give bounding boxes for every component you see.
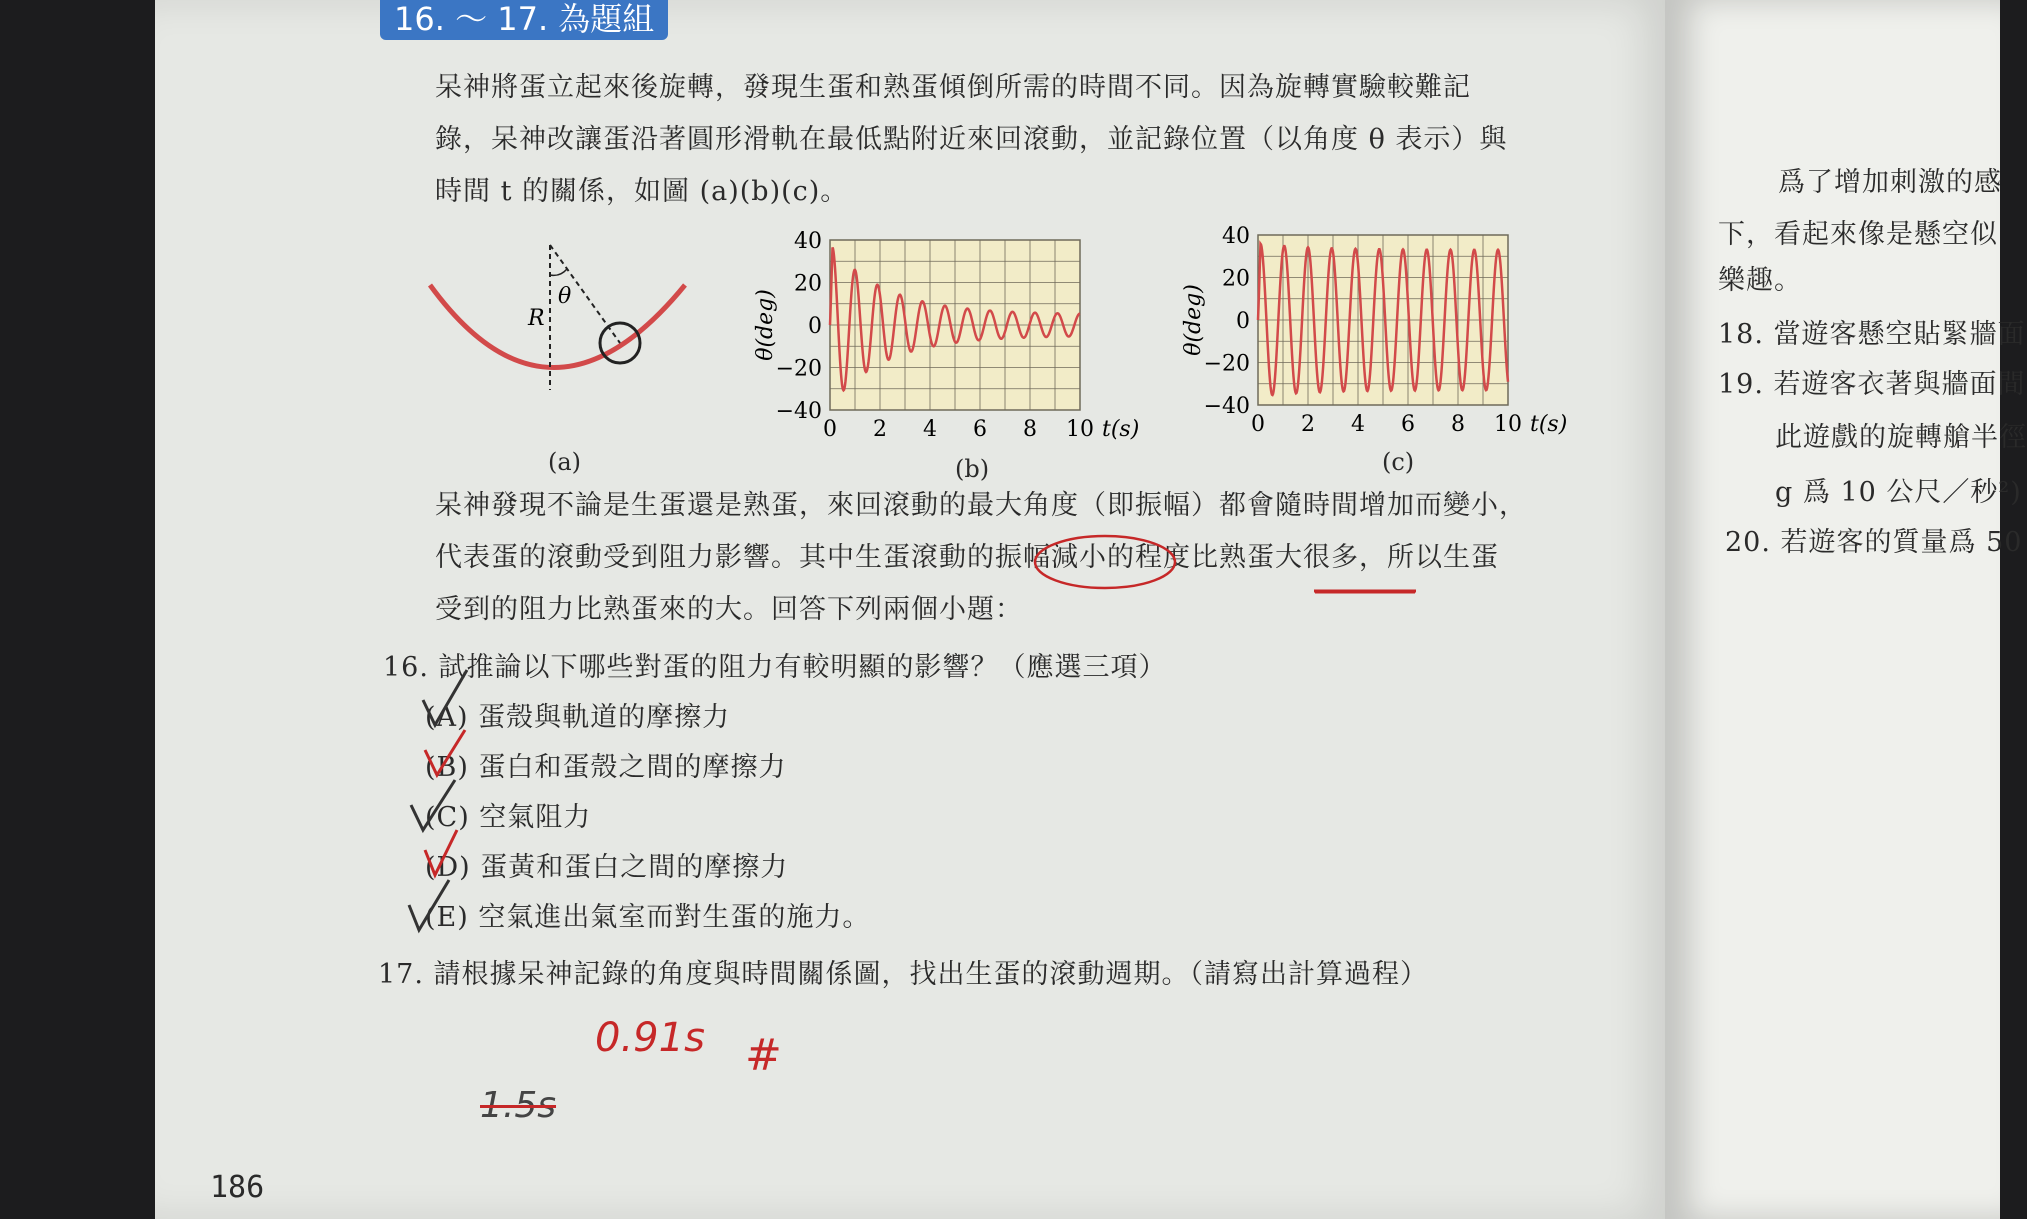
figure-b-chart (750, 225, 1160, 450)
x-tick-label: 6 (973, 417, 987, 442)
y-tick-label: 0 (1236, 309, 1250, 334)
figure-c-chart (1178, 220, 1588, 445)
right-page-line: 19. 若遊客衣著與牆面間 (1718, 369, 2026, 400)
x-tick-label: 0 (1251, 412, 1265, 437)
handwritten-underline (1310, 585, 1420, 597)
body-line: 受到的阻力比熟蛋來的大。回答下列兩個小題： (435, 594, 1023, 625)
right-page-line: g 爲 10 公尺／秒²) (1775, 477, 2022, 508)
theta-label: θ (558, 284, 572, 309)
x-tick-label: 10 (1066, 417, 1094, 442)
x-tick-label: 8 (1023, 417, 1037, 442)
y-tick-label: 40 (794, 229, 822, 254)
y-tick-label: −40 (1203, 394, 1250, 419)
right-page-line: 18. 當遊客懸空貼緊牆面 (1718, 319, 2026, 350)
body-paragraph (435, 480, 1575, 636)
x-tick-label: 8 (1451, 412, 1465, 437)
option-c[interactable]: (C) 空氣阻力 (425, 802, 592, 833)
option-e[interactable]: (E) 空氣進出氣室而對生蛋的施力。 (425, 902, 871, 933)
x-axis-label: t(s) (1530, 412, 1568, 437)
figure-a-caption: (a) (548, 448, 582, 476)
intro-line: 呆神將蛋立起來後旋轉，發現生蛋和熟蛋傾倒所需的時間不同。因為旋轉實驗較難記 (435, 72, 1471, 103)
x-tick-label: 0 (823, 417, 837, 442)
option-a[interactable]: (A) 蛋殼與軌道的摩擦力 (425, 702, 731, 733)
y-tick-label: 40 (1222, 224, 1250, 249)
group-title-badge: 16. ～ 17. 為題組 (380, 0, 668, 40)
option-b[interactable]: (B) 蛋白和蛋殼之間的摩擦力 (425, 752, 787, 783)
y-tick-label: −20 (775, 356, 822, 382)
y-tick-label: 20 (794, 271, 822, 297)
option-d[interactable]: (D) 蛋黃和蛋白之間的摩擦力 (425, 852, 789, 883)
x-tick-label: 4 (923, 417, 937, 442)
handwritten-circle-annotation (1015, 530, 1255, 600)
x-tick-label: 6 (1401, 412, 1415, 437)
y-tick-label: 20 (1222, 266, 1250, 292)
radius-label: R (528, 306, 545, 331)
body-line: 代表蛋的滾動受到阻力影響。其中生蛋滾動的振幅減小的程度比熟蛋大很多，所以生蛋 (435, 542, 1499, 573)
handwritten-hash: # (745, 1030, 782, 1081)
y-axis-label: θ(deg) (753, 289, 778, 361)
y-axis-label: θ(deg) (1181, 284, 1206, 356)
question-16-stem: 16. 試推論以下哪些對蛋的阻力有較明顯的影響？（應選三項） (383, 652, 1167, 683)
body-line: 呆神發現不論是生蛋還是熟蛋，來回滾動的最大角度（即振幅）都會隨時間增加而變小， (435, 490, 1527, 521)
figure-c-caption: (c) (1382, 448, 1415, 476)
right-page-line: 爲了增加刺激的感 (1778, 167, 2002, 198)
y-tick-label: 0 (808, 314, 822, 339)
y-tick-label: −40 (775, 399, 822, 424)
x-axis-label: t(s) (1102, 417, 1140, 442)
handwritten-crossed-answer: 1.5s (480, 1085, 557, 1126)
handwritten-answer: 0.91s (595, 1015, 705, 1061)
handwritten-check-marks (405, 660, 485, 950)
x-tick-label: 10 (1494, 412, 1522, 437)
page-number: 186 (210, 1170, 265, 1205)
right-page-line: 此遊戲的旋轉艙半徑 (1775, 422, 2027, 453)
right-page-line: 樂趣。 (1718, 265, 1802, 296)
figure-b-caption: (b) (955, 455, 990, 483)
figure-a-track (420, 235, 700, 405)
question-17-stem: 17. 請根據呆神記錄的角度與時間關係圖，找出生蛋的滾動週期。（請寫出計算過程） (378, 959, 1429, 990)
intro-line: 時間 t 的關係，如圖 (a)(b)(c)。 (435, 176, 849, 207)
x-tick-label: 2 (1301, 412, 1315, 437)
right-page-line: 下，看起來像是懸空似 (1718, 219, 1998, 250)
x-tick-label: 2 (873, 417, 887, 442)
right-page-line: 20. 若遊客的質量爲 50 (1725, 527, 2023, 558)
intro-paragraph (435, 62, 1575, 218)
intro-line: 錄，呆神改讓蛋沿著圓形滑軌在最低點附近來回滾動，並記錄位置（以角度 θ 表示）與 (435, 124, 1508, 155)
x-tick-label: 4 (1351, 412, 1365, 437)
y-tick-label: −20 (1203, 351, 1250, 377)
